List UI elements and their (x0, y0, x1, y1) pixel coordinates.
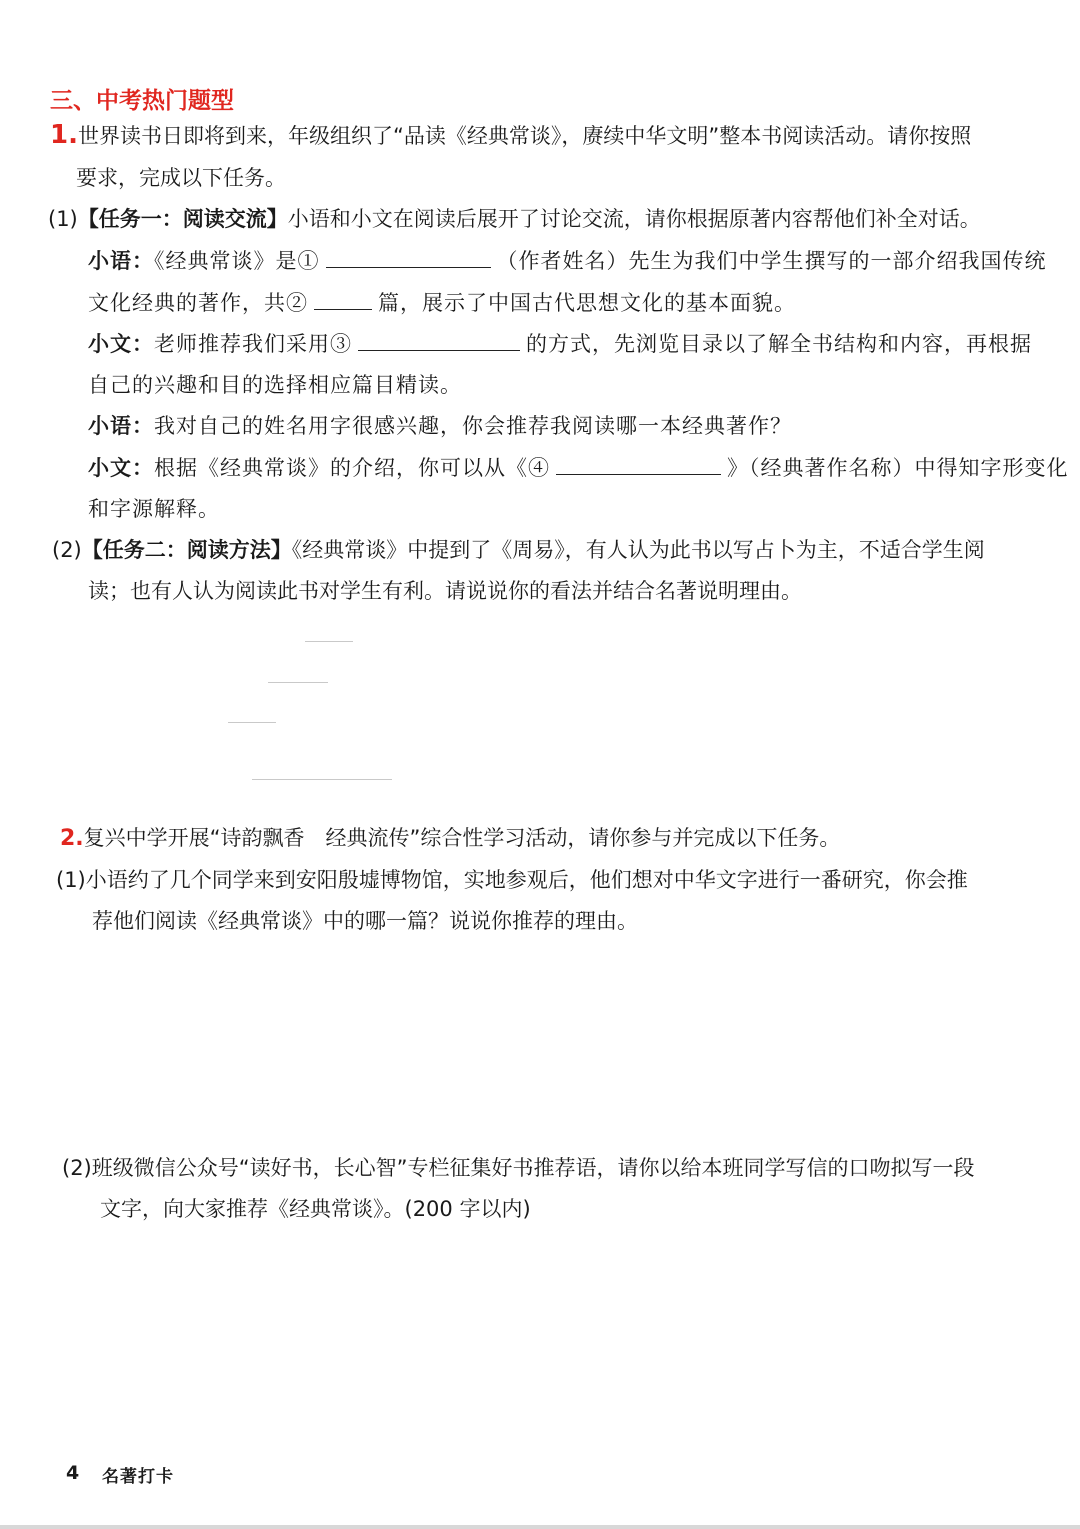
page-number: 4 (66, 1462, 80, 1484)
q2-part2-line1: (2)班级微信公众号“读好书，长心智”专栏征集好书推荐语，请你以给本班同学写信的口吻拟写一段 (62, 1156, 975, 1180)
dialog-text: 文化经典的著作，共② (88, 291, 308, 315)
q1-part2-line2: 读；也有人认为阅读此书对学生有利。请说说你的看法并结合名著说明理由。 (88, 579, 802, 603)
q2-stem (60, 823, 840, 854)
dialog-text: 《经典常谈》是① (154, 249, 320, 273)
dialog-text: 根据《经典常谈》的介绍，你可以从《④ (154, 456, 550, 480)
q2-number: 2. (60, 826, 84, 851)
dialog-line-2 (88, 287, 796, 318)
dialog-line-7: 和字源解释。 (88, 497, 220, 521)
faint-mark (268, 682, 328, 683)
q1-stem-text: 世界读书日即将到来，年级组织了“品读《经典常谈》，赓续中华文明”整本书阅读活动。请你按照 (77, 124, 972, 148)
q2-part2-line2: 文字，向大家推荐《经典常谈》。(200 字以内) (100, 1197, 531, 1221)
q2-part1-line2: 荐他们阅读《经典常谈》中的哪一篇？说说你推荐的理由。 (92, 909, 638, 933)
dialog-line-5 (88, 411, 792, 441)
dialog-line-1 (88, 245, 1047, 276)
q1-part2-line1 (52, 535, 985, 565)
q1-number: 1. (50, 120, 78, 150)
faint-mark (228, 722, 276, 723)
dialog-text: 的方式，先浏览目录以了解全书结构和内容，再根据 (526, 332, 1032, 356)
q1-part2-tag: 【任务二：阅读方法】 (81, 538, 292, 562)
dialog-speaker: 小文： (88, 331, 154, 356)
q1-part2-prefix: (2) (52, 538, 82, 562)
q2-part1-line1: (1)小语约了几个同学来到安阳殷墟博物馆，实地参观后，他们想对中华文字进行一番研究，你会推 (56, 868, 968, 892)
q1-stem-line2: 要求，完成以下任务。 (76, 166, 286, 190)
faint-mark (252, 779, 392, 780)
q1-part2-text: 《经典常谈》中提到了《周易》，有人认为此书以写占卜为主，不适合学生阅 (291, 538, 985, 562)
page-edge (0, 1525, 1080, 1529)
dialog-speaker: 小语： (88, 413, 154, 438)
dialog-text: （作者姓名）先生为我们中学生撰写的一部介绍我国传统 (496, 249, 1047, 273)
dialog-text: 》（经典著作名称）中得知字形变化 (727, 456, 1069, 480)
blank-3-reading-method[interactable] (358, 328, 520, 351)
blank-4-classic-title[interactable] (556, 452, 721, 475)
dialog-speaker: 小文： (88, 455, 154, 480)
blank-2-chapter-count[interactable] (314, 287, 372, 310)
dialog-text: 我对自己的姓名用字很感兴趣，你会推荐我阅读哪一本经典著作？ (154, 414, 792, 438)
dialog-speaker: 小语： (88, 248, 154, 273)
section-title: 三、中考热门题型 (50, 88, 234, 114)
q1-stem-line1 (50, 120, 971, 151)
dialog-line-3 (88, 328, 1032, 359)
dialog-text: 篇，展示了中国古代思想文化的基本面貌。 (378, 291, 796, 315)
dialog-line-6 (88, 452, 1069, 483)
q1-part1-text: 小语和小文在阅读后展开了讨论交流，请你根据原著内容帮他们补全对话。 (287, 207, 981, 231)
blank-1-author-name[interactable] (326, 245, 491, 268)
dialog-text: 老师推荐我们采用③ (154, 332, 352, 356)
q2-stem-text: 复兴中学开展“诗韵飘香 经典流传”综合性学习活动，请你参与并完成以下任务。 (83, 826, 841, 850)
faint-mark (305, 641, 353, 642)
footer-title: 名著打卡 (102, 1467, 174, 1487)
q1-part1-tag: 【任务一：阅读交流】 (77, 207, 288, 231)
q1-part1-prefix: (1) (48, 207, 78, 231)
dialog-line-4: 自己的兴趣和目的选择相应篇目精读。 (88, 373, 462, 397)
q1-part1 (48, 204, 981, 234)
